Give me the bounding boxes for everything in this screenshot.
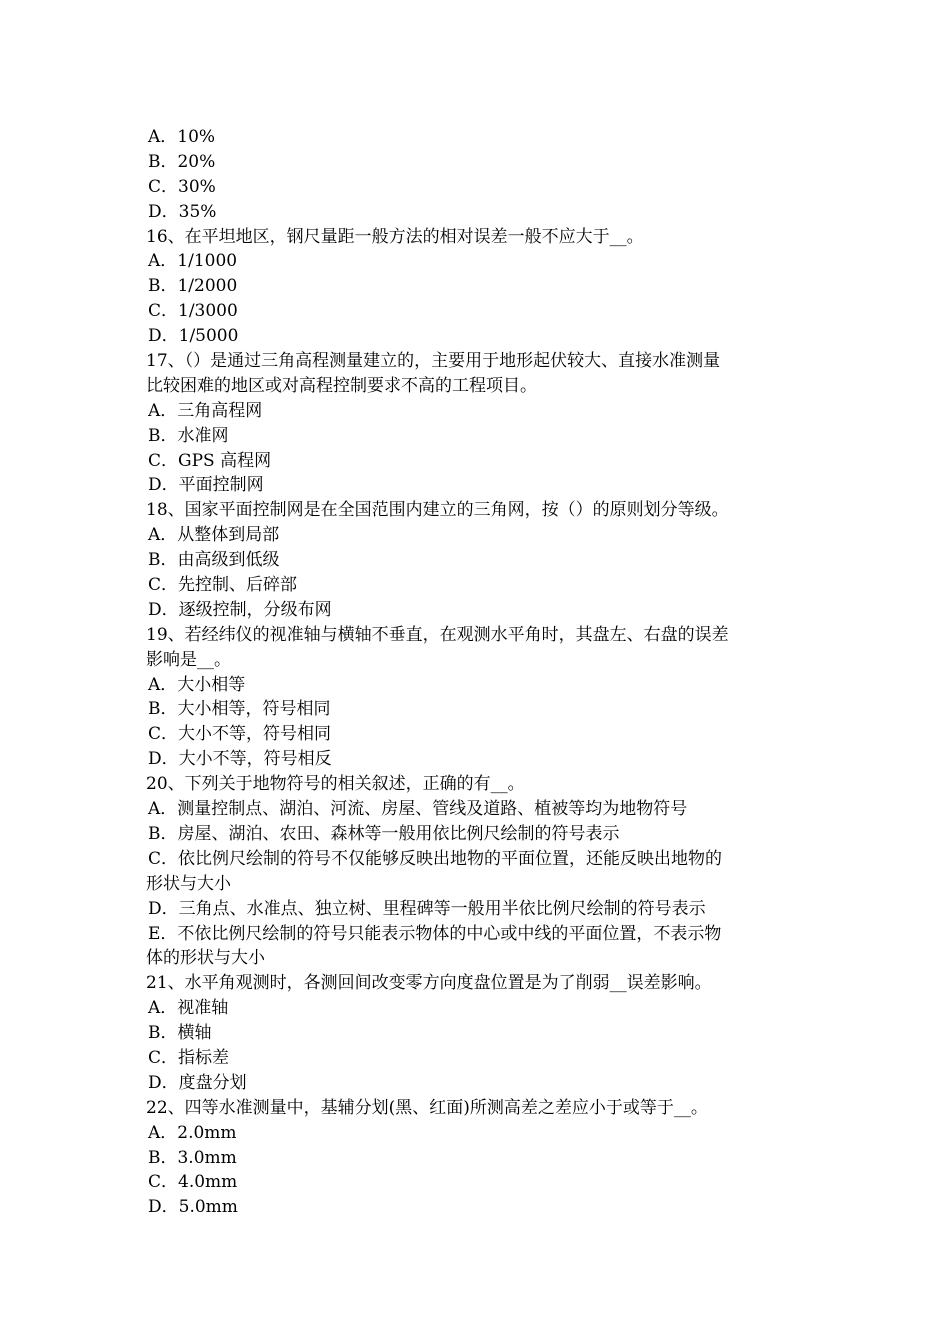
answer-option-line: C．1/3000	[148, 301, 238, 322]
answer-option-line: B．水准网	[148, 425, 229, 446]
answer-option-line: D．大小不等，符号相反	[148, 749, 332, 770]
answer-option-line: D．三角点、水准点、独立树、里程碑等一般用半依比例尺绘制的符号表示	[148, 898, 706, 919]
answer-option-line: D．度盘分划	[148, 1072, 247, 1093]
answer-option-line: C．大小不等，符号相同	[148, 724, 332, 745]
question-text-line: 体的形状与大小	[146, 948, 265, 969]
answer-option-line: A．三角高程网	[148, 400, 263, 421]
answer-option-line: A．1/1000	[148, 251, 238, 272]
answer-option-line: D．1/5000	[148, 326, 239, 347]
question-text-line: 16、在平坦地区，钢尺量距一般方法的相对误差一般不应大于__。	[146, 226, 644, 247]
answer-option-line: C．4.0mm	[148, 1172, 238, 1193]
answer-option-line: D．平面控制网	[148, 475, 264, 496]
answer-option-line: A．大小相等	[148, 674, 246, 695]
exam-content	[146, 125, 810, 1220]
answer-option-line: C．GPS 高程网	[148, 450, 272, 471]
question-text-line: 20、下列关于地物符号的相关叙述，正确的有__。	[146, 774, 525, 795]
answer-option-line: B．横轴	[148, 1023, 212, 1044]
answer-option-line: E．不依比例尺绘制的符号只能表示物体的中心或中线的平面位置，不表示物	[148, 923, 722, 944]
question-text-line: 22、四等水准测量中，基辅分划(黑、红面)所测高差之差应小于或等于__。	[146, 1097, 708, 1118]
question-text-line: 影响是__。	[146, 649, 231, 670]
answer-option-line: A．10%	[148, 127, 216, 147]
answer-option-line: A．测量控制点、湖泊、河流、房屋、管线及道路、植被等均为地物符号	[148, 799, 688, 820]
answer-option-line: B．3.0mm	[148, 1147, 237, 1168]
answer-option-line: D．5.0mm	[148, 1197, 238, 1218]
answer-option-line: A．从整体到局部	[148, 525, 280, 546]
answer-option-line: C．指标差	[148, 1047, 230, 1068]
answer-option-line: B．房屋、湖泊、农田、森林等一般用依比例尺绘制的符号表示	[148, 823, 620, 844]
question-text-line: 18、国家平面控制网是在全国范围内建立的三角网，按（）的原则划分等级。	[146, 500, 729, 521]
answer-option-line: B．大小相等，符号相同	[148, 699, 331, 720]
question-text-line: 比较困难的地区或对高程控制要求不高的工程项目。	[146, 375, 537, 396]
question-text-line: 17、（）是通过三角高程测量建立的，主要用于地形起伏较大、直接水准测量	[146, 351, 721, 372]
answer-option-line: D．逐级控制，分级布网	[148, 599, 332, 620]
answer-option-line: C．依比例尺绘制的符号不仅能够反映出地物的平面位置，还能反映出地物的	[148, 848, 723, 869]
answer-option-line: B．20%	[148, 151, 216, 172]
question-text-line: 21、水平角观测时，各测回间改变零方向度盘位置是为了削弱__误差影响。	[146, 973, 712, 994]
answer-option-line: B．由高级到低级	[148, 550, 280, 571]
answer-option-line: A．2.0mm	[148, 1122, 237, 1143]
question-text-line: 19、若经纬仪的视准轴与横轴不垂直，在观测水平角时，其盘左、右盘的误差	[146, 624, 729, 645]
answer-option-line: C．30%	[148, 176, 216, 197]
answer-option-line: B．1/2000	[148, 276, 238, 297]
question-text-line: 形状与大小	[146, 873, 231, 894]
answer-option-line: C．先控制、后碎部	[148, 575, 298, 596]
answer-option-line: D．35%	[148, 201, 217, 222]
answer-option-line: A．视准轴	[148, 998, 229, 1019]
